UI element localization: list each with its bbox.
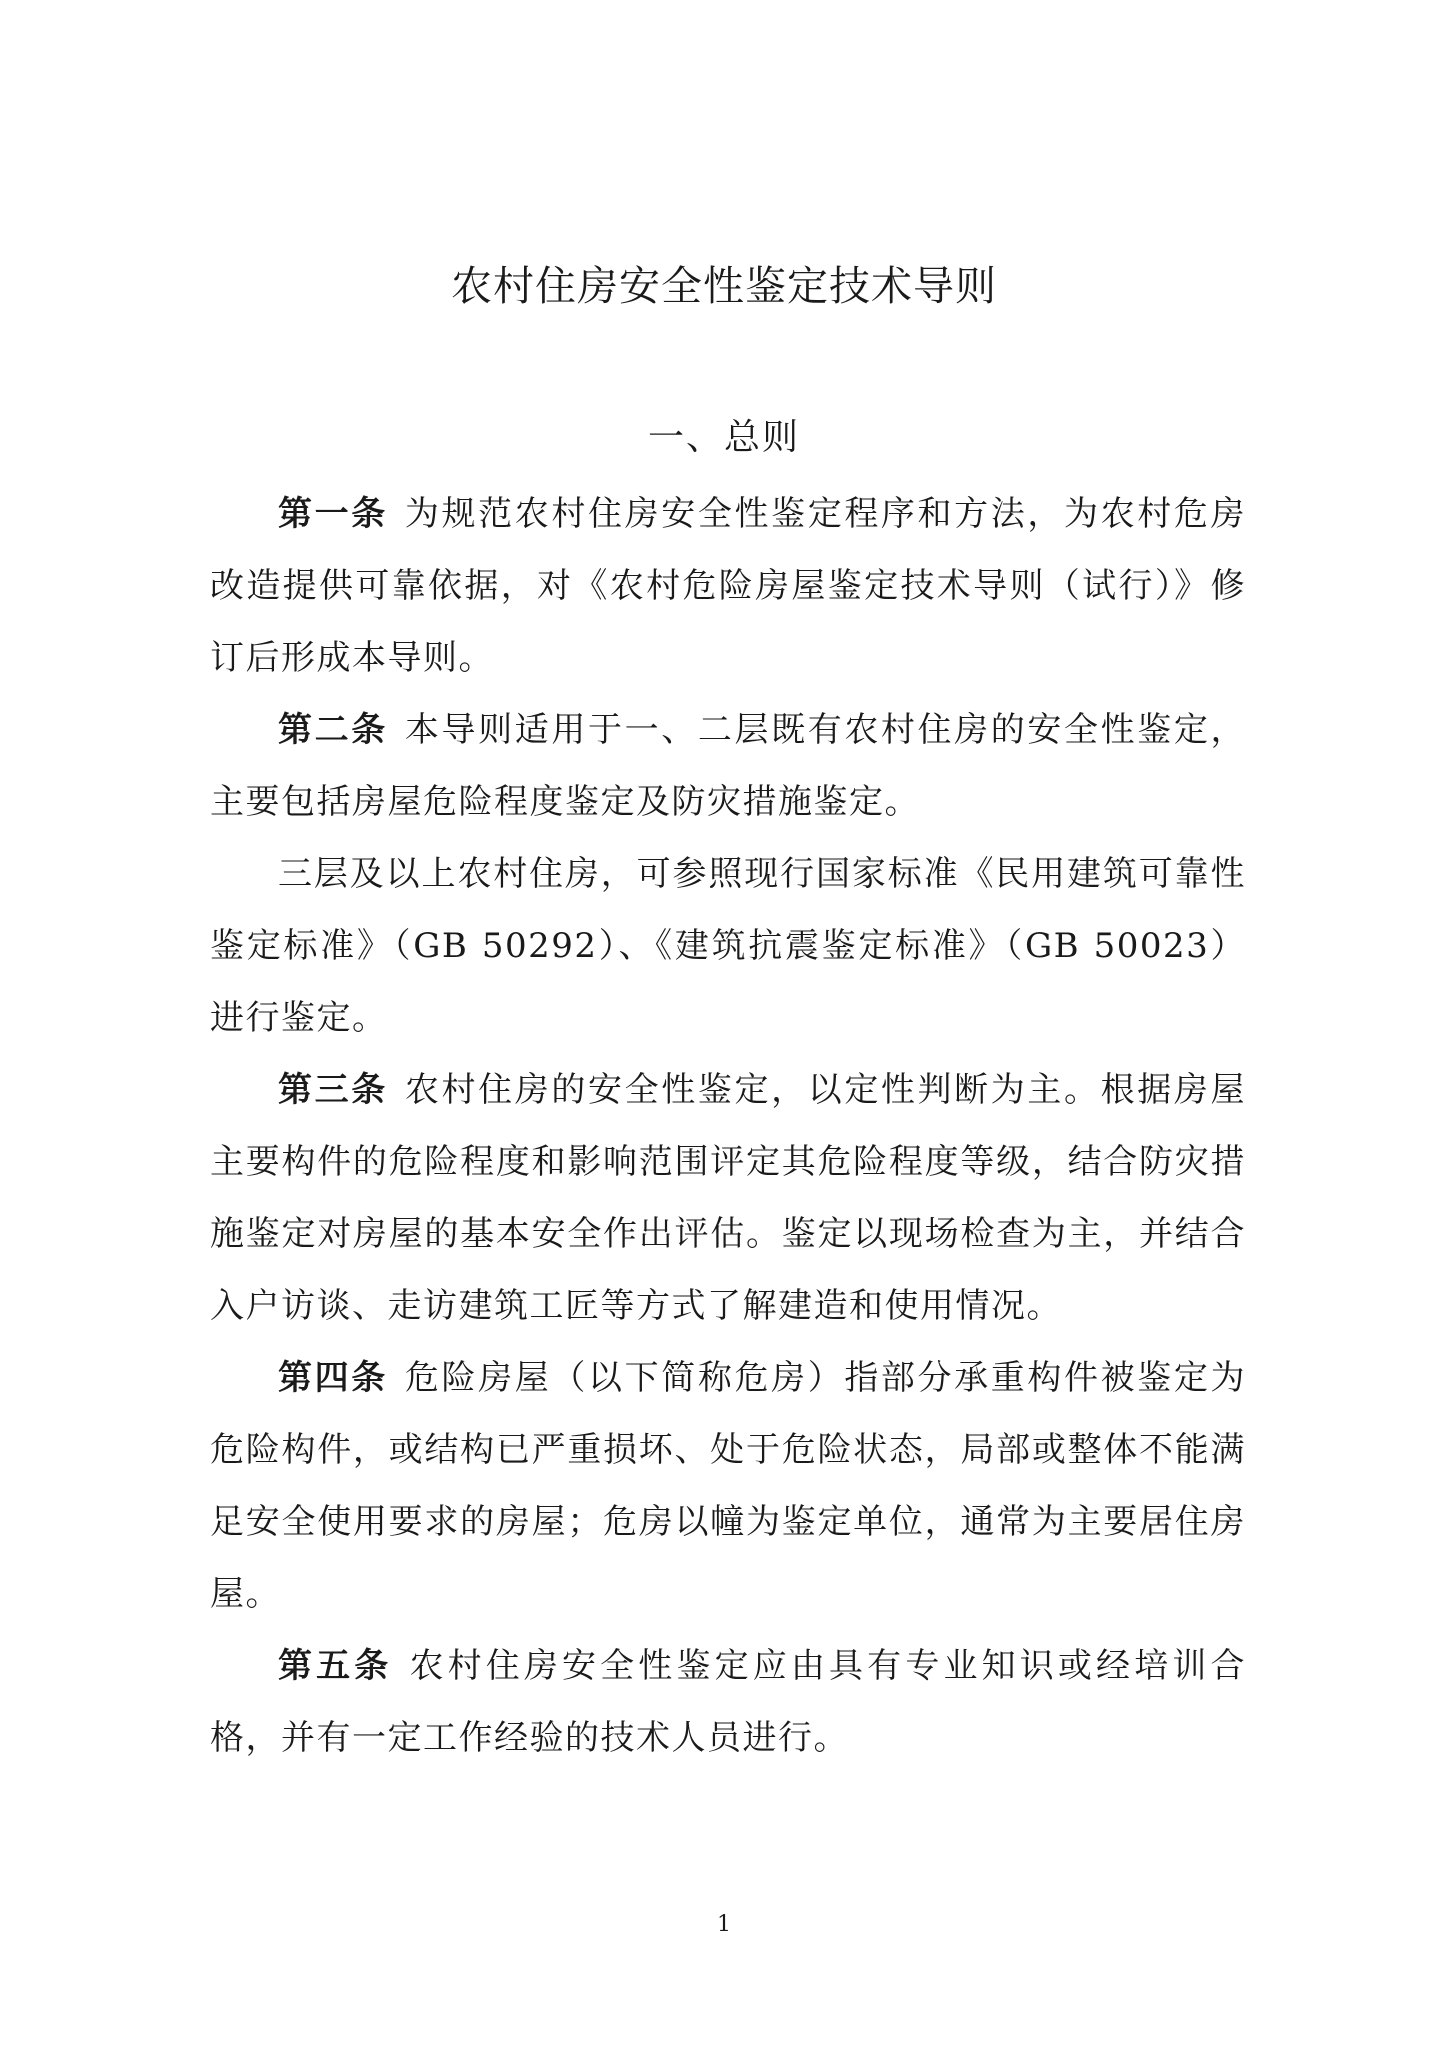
article-text: 三层及以上农村住房，可参照现行国家标准《民用建筑可靠性鉴定标准》（GB 50292）、《建筑抗震鉴定标准》（GB 50023）进行鉴定。 bbox=[210, 854, 1246, 1038]
article-label: 第一条 bbox=[278, 494, 388, 534]
page-number: 1 bbox=[717, 1912, 731, 1937]
document-title: 农村住房安全性鉴定技术导则 bbox=[451, 262, 997, 310]
article-label: 第五条 bbox=[278, 1646, 393, 1686]
article-paragraph bbox=[210, 478, 1246, 694]
article-text: 农村住房的安全性鉴定，以定性判断为主。根据房屋主要构件的危险程度和影响范围评定其危险程度等级，结合防灾措施鉴定对房屋的基本安全作出评估。鉴定以现场检查为主，并结合入户访谈、走访建筑工匠等方式了解建造和使用情况。 bbox=[210, 1070, 1247, 1326]
section-heading: 一、总则 bbox=[647, 417, 800, 458]
article-label: 第二条 bbox=[278, 710, 388, 750]
document-body bbox=[210, 478, 1246, 1774]
article-paragraph bbox=[210, 1342, 1246, 1630]
article-label: 第四条 bbox=[278, 1358, 388, 1398]
article-text: 为规范农村住房安全性鉴定程序和方法，为农村危房改造提供可靠依据，对《农村危险房屋鉴定技术导则（试行）》修订后形成本导则。 bbox=[210, 494, 1247, 678]
article-label: 第三条 bbox=[278, 1070, 388, 1110]
article-paragraph bbox=[210, 1630, 1246, 1774]
article-text: 农村住房安全性鉴定应由具有专业知识或经培训合格，并有一定工作经验的技术人员进行。 bbox=[210, 1646, 1246, 1758]
article-paragraph bbox=[210, 694, 1246, 838]
article-paragraph bbox=[210, 1054, 1246, 1342]
article-paragraph bbox=[210, 838, 1246, 1054]
article-text: 本导则适用于一、二层既有农村住房的安全性鉴定，主要包括房屋危险程度鉴定及防灾措施鉴定。 bbox=[210, 710, 1247, 822]
article-text: 危险房屋（以下简称危房）指部分承重构件被鉴定为危险构件，或结构已严重损坏、处于危险状态，局部或整体不能满足安全使用要求的房屋；危房以幢为鉴定单位，通常为主要居住房屋。 bbox=[210, 1358, 1247, 1614]
